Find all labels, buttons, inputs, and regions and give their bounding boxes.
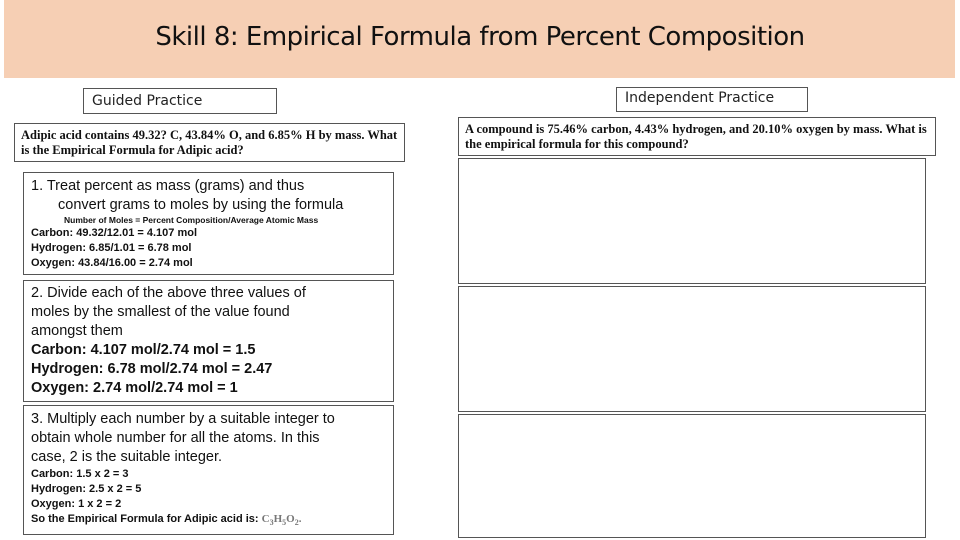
step3-conclusion [31, 512, 386, 530]
answer-box-2[interactable] [458, 286, 926, 412]
step1-line1: 1. Treat percent as mass (grams) and thus [31, 178, 305, 194]
step2-line1: 2. Divide each of the above three values of [31, 285, 306, 301]
step3-calc-oxygen: Oxygen: 1 x 2 = 2 [31, 498, 122, 510]
step2-line3: amongst them [31, 323, 123, 339]
step2-line2: moles by the smallest of the value found [31, 304, 290, 320]
step3-calc-hydrogen: Hydrogen: 2.5 x 2 = 5 [31, 483, 142, 495]
step3-line3: case, 2 is the suitable integer. [31, 449, 223, 465]
step1-calc-hydrogen: Hydrogen: 6.85/1.01 = 6.78 mol [31, 242, 192, 254]
step2-calc-carbon: Carbon: 4.107 mol/2.74 mol = 1.5 [31, 342, 256, 358]
answer-box-1[interactable] [458, 158, 926, 284]
independent-problem-text: A compound is 75.46% carbon, 4.43% hydrogen, and 20.10% oxygen by mass. What is the empirical formula for this compound? [465, 122, 927, 151]
guided-problem-box [14, 123, 405, 162]
independent-practice-label-text: Independent Practice [625, 90, 775, 106]
empirical-formula-result: $C_3H_5O_2$. [261, 513, 302, 528]
step1-calc-oxygen: Oxygen: 43.84/16.00 = 2.74 mol [31, 257, 193, 269]
step3-box [23, 405, 394, 535]
independent-practice-label [616, 87, 808, 112]
step3-line1: 3. Multiply each number by a suitable integer to [31, 411, 335, 427]
guided-practice-label-text: Guided Practice [92, 93, 203, 109]
step2-calc-oxygen: Oxygen: 2.74 mol/2.74 mol = 1 [31, 380, 238, 396]
step1-box [23, 172, 394, 275]
guided-problem-text: Adipic acid contains 49.32? C, 43.84% O, and 6.85% H by mass. What is the Empirical Formula for Adipic acid? [21, 128, 398, 157]
step2-box [23, 280, 394, 402]
step1-line2: convert grams to moles by using the formula [58, 197, 344, 213]
step1-formula: Number of Moles = Percent Composition/Average Atomic Mass [64, 215, 319, 225]
answer-box-3[interactable] [458, 414, 926, 538]
independent-problem-box [458, 117, 936, 156]
step1-calc-carbon: Carbon: 49.32/12.01 = 4.107 mol [31, 227, 198, 239]
step2-calc-hydrogen: Hydrogen: 6.78 mol/2.74 mol = 2.47 [31, 361, 273, 377]
step3-conclusion-text: So the Empirical Formula for Adipic acid is: [31, 513, 262, 525]
step3-line2: obtain whole number for all the atoms. In this [31, 430, 320, 446]
step3-calc-carbon: Carbon: 1.5 x 2 = 3 [31, 468, 129, 480]
page-title: Skill 8: Empirical Formula from Percent Composition [155, 22, 805, 52]
guided-practice-label [83, 88, 277, 114]
